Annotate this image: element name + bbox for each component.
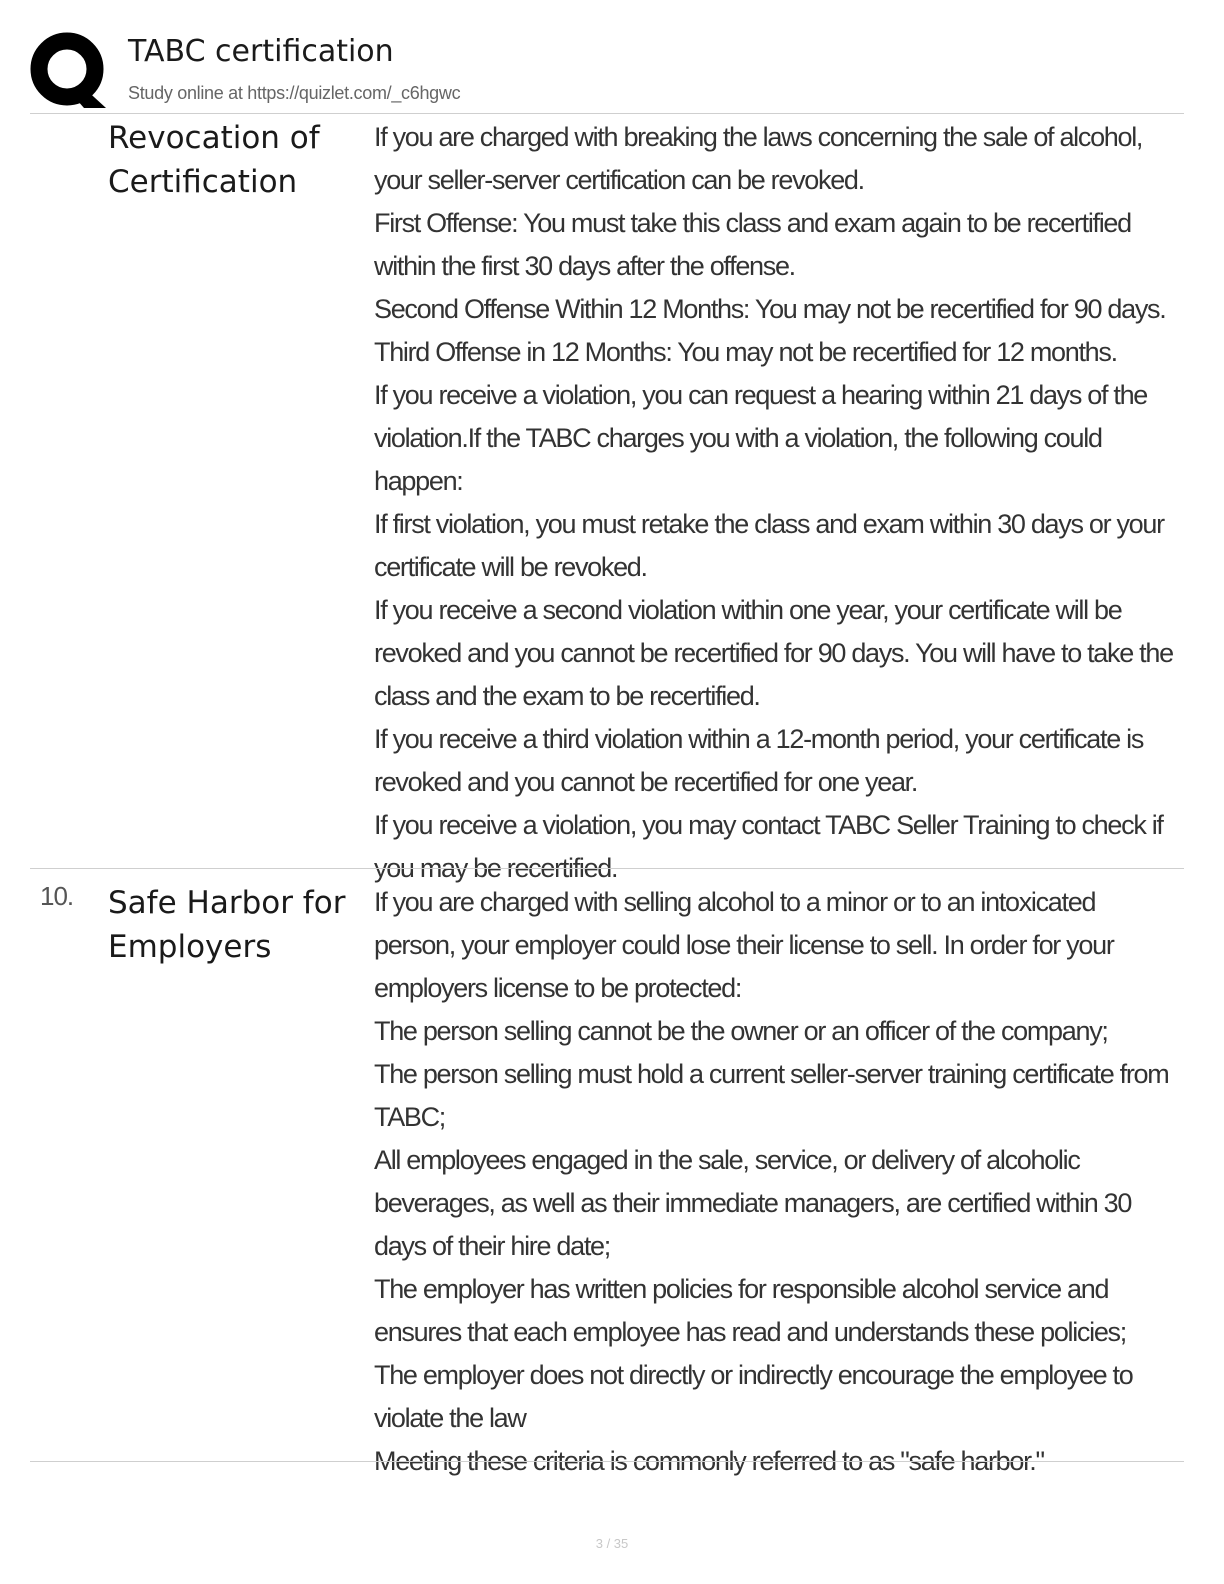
card-definition [374, 116, 1174, 890]
card-divider [30, 868, 1184, 869]
definition-line: Meeting these criteria is commonly referred to as "safe harbor." [374, 1446, 1044, 1476]
definition-line: If you receive a second violation within one year, your certificate will be revoked and you cannot be recertified for 90 days. You will have to take the class and the exam to be recertified. [374, 595, 1173, 711]
definition-line: If you receive a third violation within a 12-month period, your certificate is revoked and you cannot be recertified for one year. [374, 724, 1144, 797]
page-header [30, 30, 1190, 110]
card-term: Revocation of Certification [108, 120, 320, 200]
definition-line: If you are charged with breaking the laws concerning the sale of alcohol, your seller-server certification can be revoked. [374, 122, 1143, 195]
card-term: Safe Harbor for Employers [108, 885, 346, 965]
definition-line: If you receive a violation, you may contact TABC Seller Training to check if you may be recertified. [374, 810, 1163, 883]
definition-line: If first violation, you must retake the class and exam within 30 days or your certificate will be revoked. [374, 509, 1164, 582]
definition-line: If you receive a violation, you can request a hearing within 21 days of the violation.If the TABC charges you with a violation, the following could happen: [374, 380, 1148, 496]
card-number: 10. [40, 881, 74, 911]
card-divider [30, 1461, 1184, 1462]
definition-line: If you are charged with selling alcohol to a minor or to an intoxicated person, your employer could lose their license to sell. In order for your employers license to be protected: [374, 887, 1114, 1003]
definition-line: First Offense: You must take this class and exam again to be recertified within the first 30 days after the offense. [374, 208, 1131, 281]
definition-line: Second Offense Within 12 Months: You may not be recertified for 90 days. [374, 294, 1166, 324]
quizlet-logo [30, 32, 110, 112]
study-online-link[interactable]: Study online at https://quizlet.com/_c6hgwc [128, 83, 461, 103]
page-number: 3 / 35 [595, 1536, 629, 1551]
definition-line: The person selling must hold a current seller-server training certificate from TABC; [374, 1059, 1169, 1132]
definition-line: All employees engaged in the sale, service, or delivery of alcoholic beverages, as well as their immediate managers, are certified within 30 days of their hire date; [374, 1145, 1132, 1261]
card-definition [374, 881, 1174, 1483]
set-title: TABC certification [128, 34, 394, 69]
definition-line: The employer does not directly or indirectly encourage the employee to violate the law [374, 1360, 1133, 1433]
header-divider [30, 113, 1184, 114]
definition-line: The employer has written policies for responsible alcohol service and ensures that each employee has read and understands these policies; [374, 1274, 1126, 1347]
definition-line: Third Offense in 12 Months: You may not be recertified for 12 months. [374, 337, 1117, 367]
definition-line: The person selling cannot be the owner or an officer of the company; [374, 1016, 1108, 1046]
